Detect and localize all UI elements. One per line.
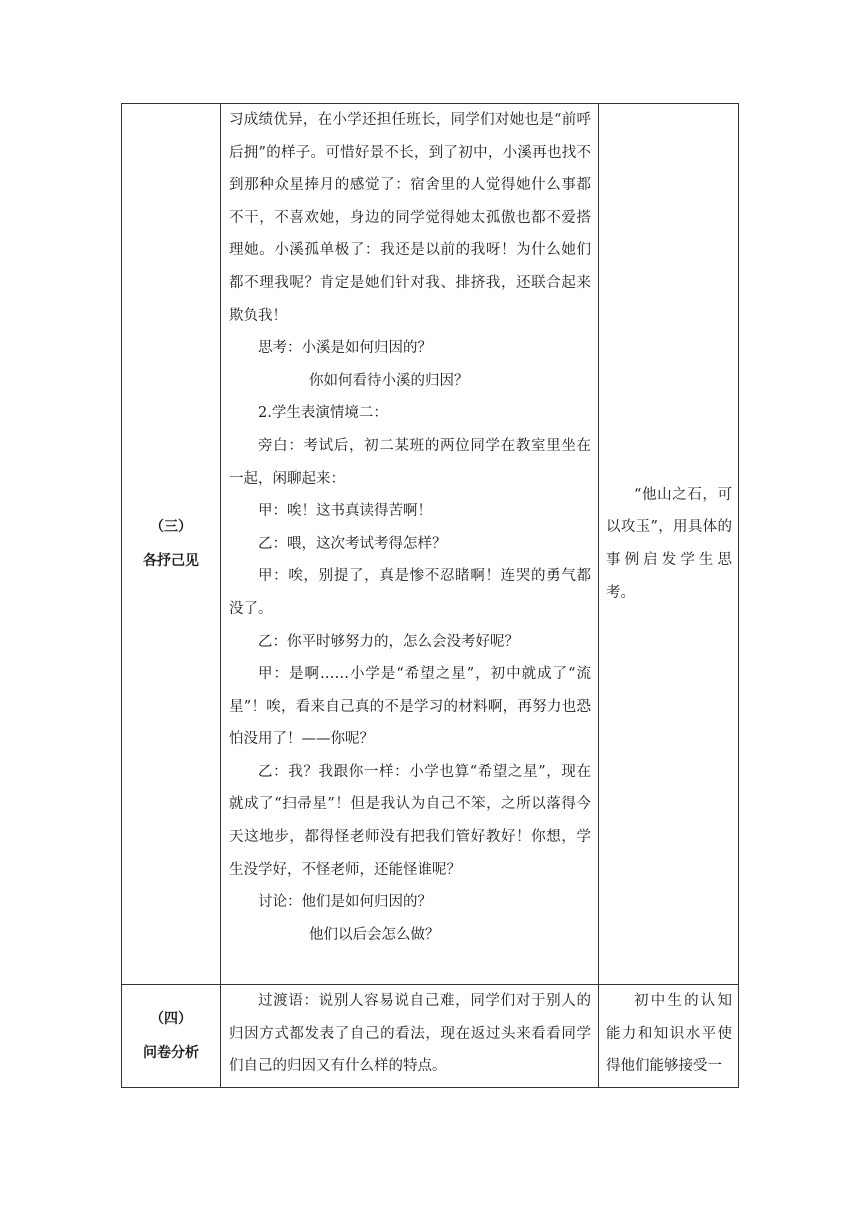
- note-text: “他山之石，可以攻玉”，用具体的事例启发学生思考。: [606, 486, 732, 601]
- paragraph: 思考：小溪是如何归因的？: [258, 340, 432, 357]
- lesson-plan-table: [121, 103, 739, 1088]
- paragraph: 乙：我？我跟你一样：小学也算“希望之星”，现在就成了“扫帚星”！但是我认为自己不笨，之所以落得今天这地步，都得怪老师没有把我们管好教好！你想，学生没学好，不怪老师，还能怪谁呢？: [229, 763, 591, 878]
- table-row: [122, 985, 739, 1088]
- section-cell: [122, 104, 221, 985]
- paragraph: 过渡语：说别人容易说自己难，同学们对于别人的归因方式都发表了自己的看法，现在返过头来看看同学们自己的归因又有什么样的特点。: [229, 993, 591, 1075]
- paragraph: 甲：是啊……小学是“希望之星”，初中就成了“流星”！唉，看来自己真的不是学习的材料啊，再努力也恐怕没用了！——你呢？: [229, 666, 591, 748]
- content-cell: [221, 104, 599, 985]
- paragraph: 2.学生表演情境二：: [258, 405, 388, 422]
- section-number: （三）: [150, 519, 192, 535]
- paragraph: 甲：唉！这书真读得苦啊！: [258, 503, 432, 520]
- content-cell: [221, 985, 599, 1088]
- paragraph: 你如何看待小溪的归因？: [309, 372, 469, 389]
- note-cell: [599, 985, 739, 1088]
- section-title: 问卷分析: [143, 1045, 199, 1061]
- paragraph: 旁白：考试后，初二某班的两位同学在教室里坐在一起，闲聊起来：: [229, 437, 591, 487]
- paragraph: 乙：喂，这次考试考得怎样？: [258, 535, 447, 552]
- paragraph: 他们以后会怎么做？: [309, 926, 440, 943]
- note-text: 初中生的认知能力和知识水平使得他们能够接受一: [606, 993, 732, 1075]
- note-cell: [599, 104, 739, 985]
- table-row: [122, 104, 739, 985]
- section-cell: [122, 985, 221, 1088]
- paragraph: 甲：唉，别提了，真是惨不忍睹啊！连哭的勇气都没了。: [229, 568, 591, 617]
- paragraph: 习成绩优异，在小学还担任班长，同学们对她也是“前呼后拥”的样子。可惜好景不长，到了初中，小溪再也找不到那种众星捧月的感觉了：宿舍里的人觉得她什么事都不干，不喜欢她，身边的同学觉得她太孤傲也都不爱搭理她。小溪孤单极了：我还是以前的我呀！为什么她们都不理我呢？肯定是她们针对我、排挤我，还联合起来欺负我！: [229, 112, 591, 324]
- section-title: 各抒己见: [143, 553, 199, 569]
- paragraph: 讨论：他们是如何归因的？: [258, 894, 432, 911]
- section-number: （四）: [150, 1011, 192, 1027]
- paragraph: 乙：你平时够努力的，怎么会没考好呢？: [258, 633, 519, 650]
